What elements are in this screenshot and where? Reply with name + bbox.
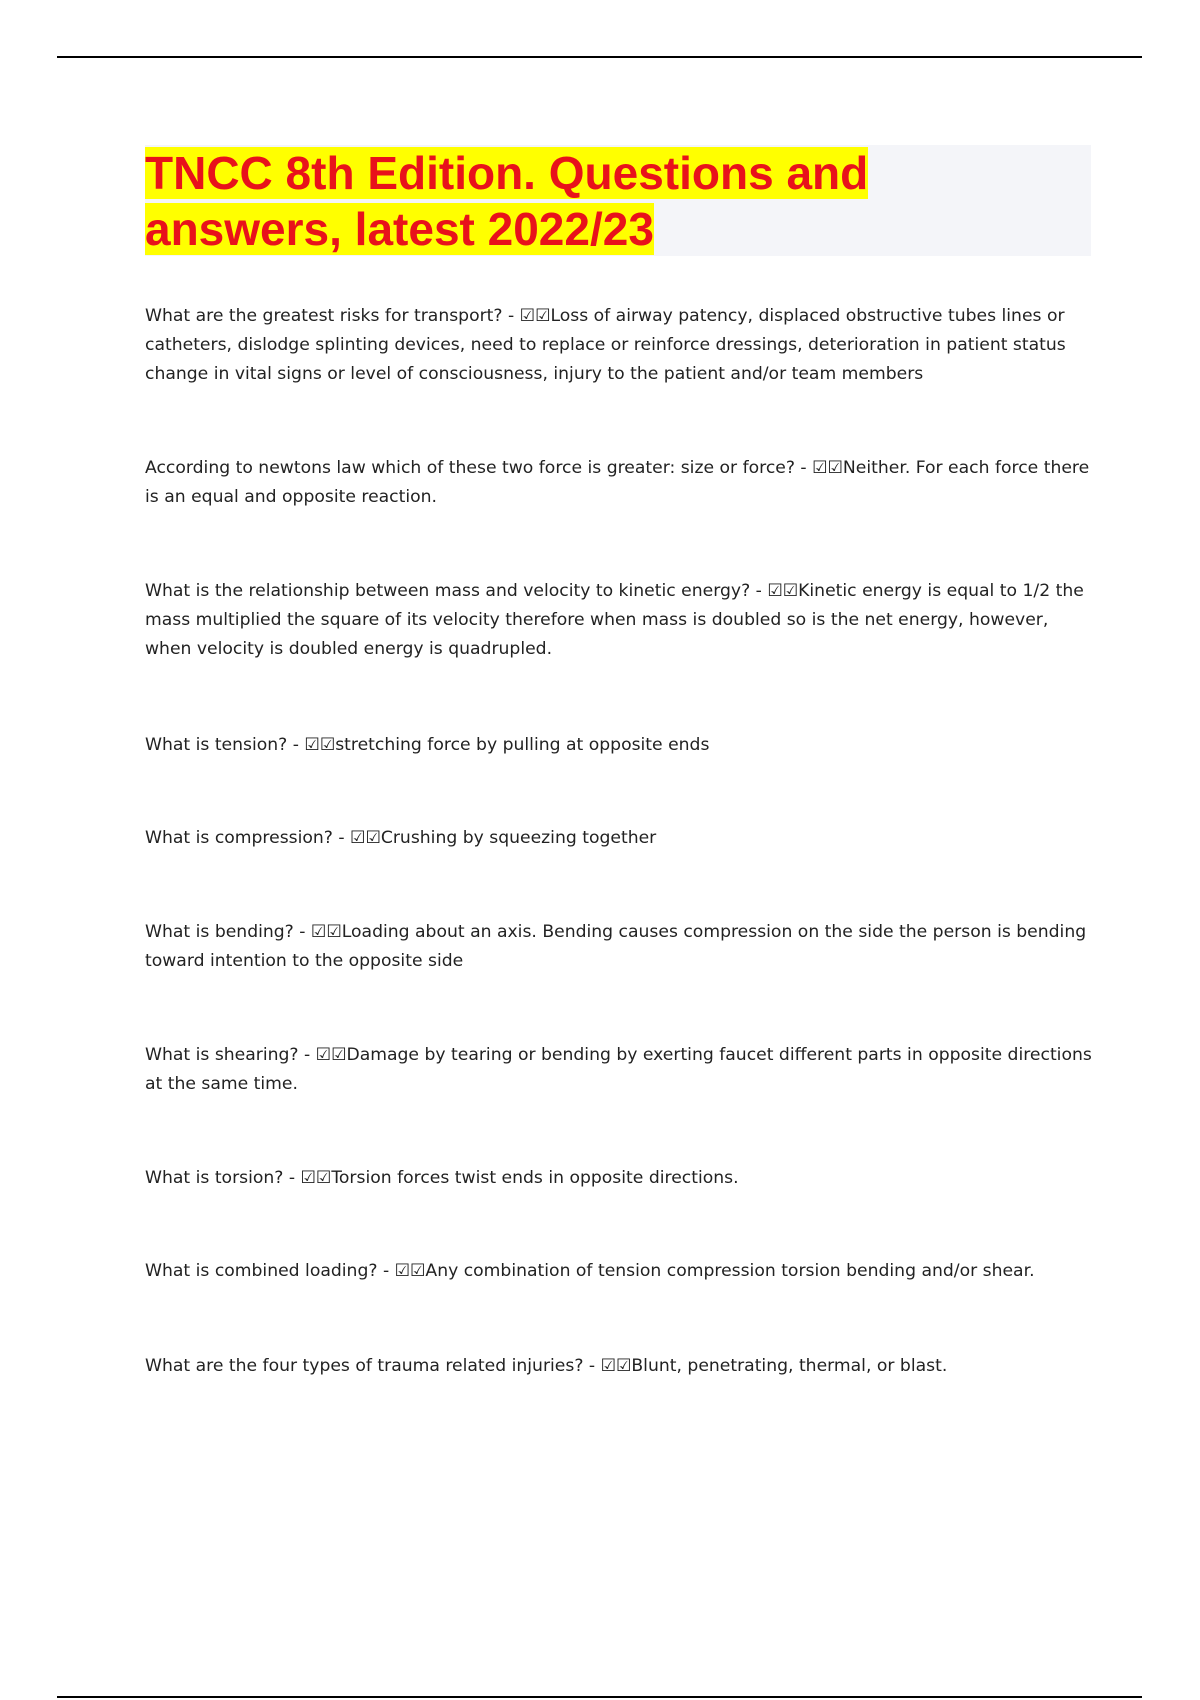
qa-item: What is tension? - ☑☑stretching force by pulling at opposite ends bbox=[145, 735, 710, 755]
qa-item: What are the four types of trauma related injuries? - ☑☑Blunt, penetrating, thermal, or blast. bbox=[145, 1356, 948, 1376]
qa-item: What is shearing? - ☑☑Damage by tearing or bending by exerting faucet different parts in opposite directions at the same time. bbox=[145, 1045, 1092, 1094]
qa-item: What is bending? - ☑☑Loading about an axis. Bending causes compression on the side the person is bending toward intention to the opposite side bbox=[145, 922, 1087, 971]
title-block bbox=[145, 145, 1091, 256]
qa-item: What is torsion? - ☑☑Torsion forces twist ends in opposite directions. bbox=[145, 1168, 739, 1188]
title-line-2: answers, latest 2022/23 bbox=[145, 203, 654, 255]
top-rule bbox=[57, 56, 1142, 58]
qa-item: What is combined loading? - ☑☑Any combination of tension compression torsion bending and/or shear. bbox=[145, 1261, 1035, 1281]
qa-item: What is the relationship between mass and velocity to kinetic energy? - ☑☑Kinetic energy is equal to 1/2 the mass multiplied the square of its velocity therefore when mass is doubled so is the net energy, however, when velocity is doubled energy is quadrupled. bbox=[145, 581, 1084, 659]
qa-item: What is compression? - ☑☑Crushing by squeezing together bbox=[145, 828, 657, 848]
qa-item: According to newtons law which of these two force is greater: size or force? - ☑☑Neither. For each force there is an equal and opposite reaction. bbox=[145, 458, 1090, 507]
qa-item: What are the greatest risks for transport? - ☑☑Loss of airway patency, displaced obstructive tubes lines or catheters, dislodge splinting devices, need to replace or reinforce dressings, deterioration in patient status change in vital signs or level of consciousness, injury to the patient and/or team members bbox=[145, 306, 1066, 384]
title-line-1: TNCC 8th Edition. Questions and bbox=[145, 147, 869, 199]
document-title bbox=[145, 145, 1091, 257]
bottom-rule bbox=[57, 1696, 1142, 1698]
